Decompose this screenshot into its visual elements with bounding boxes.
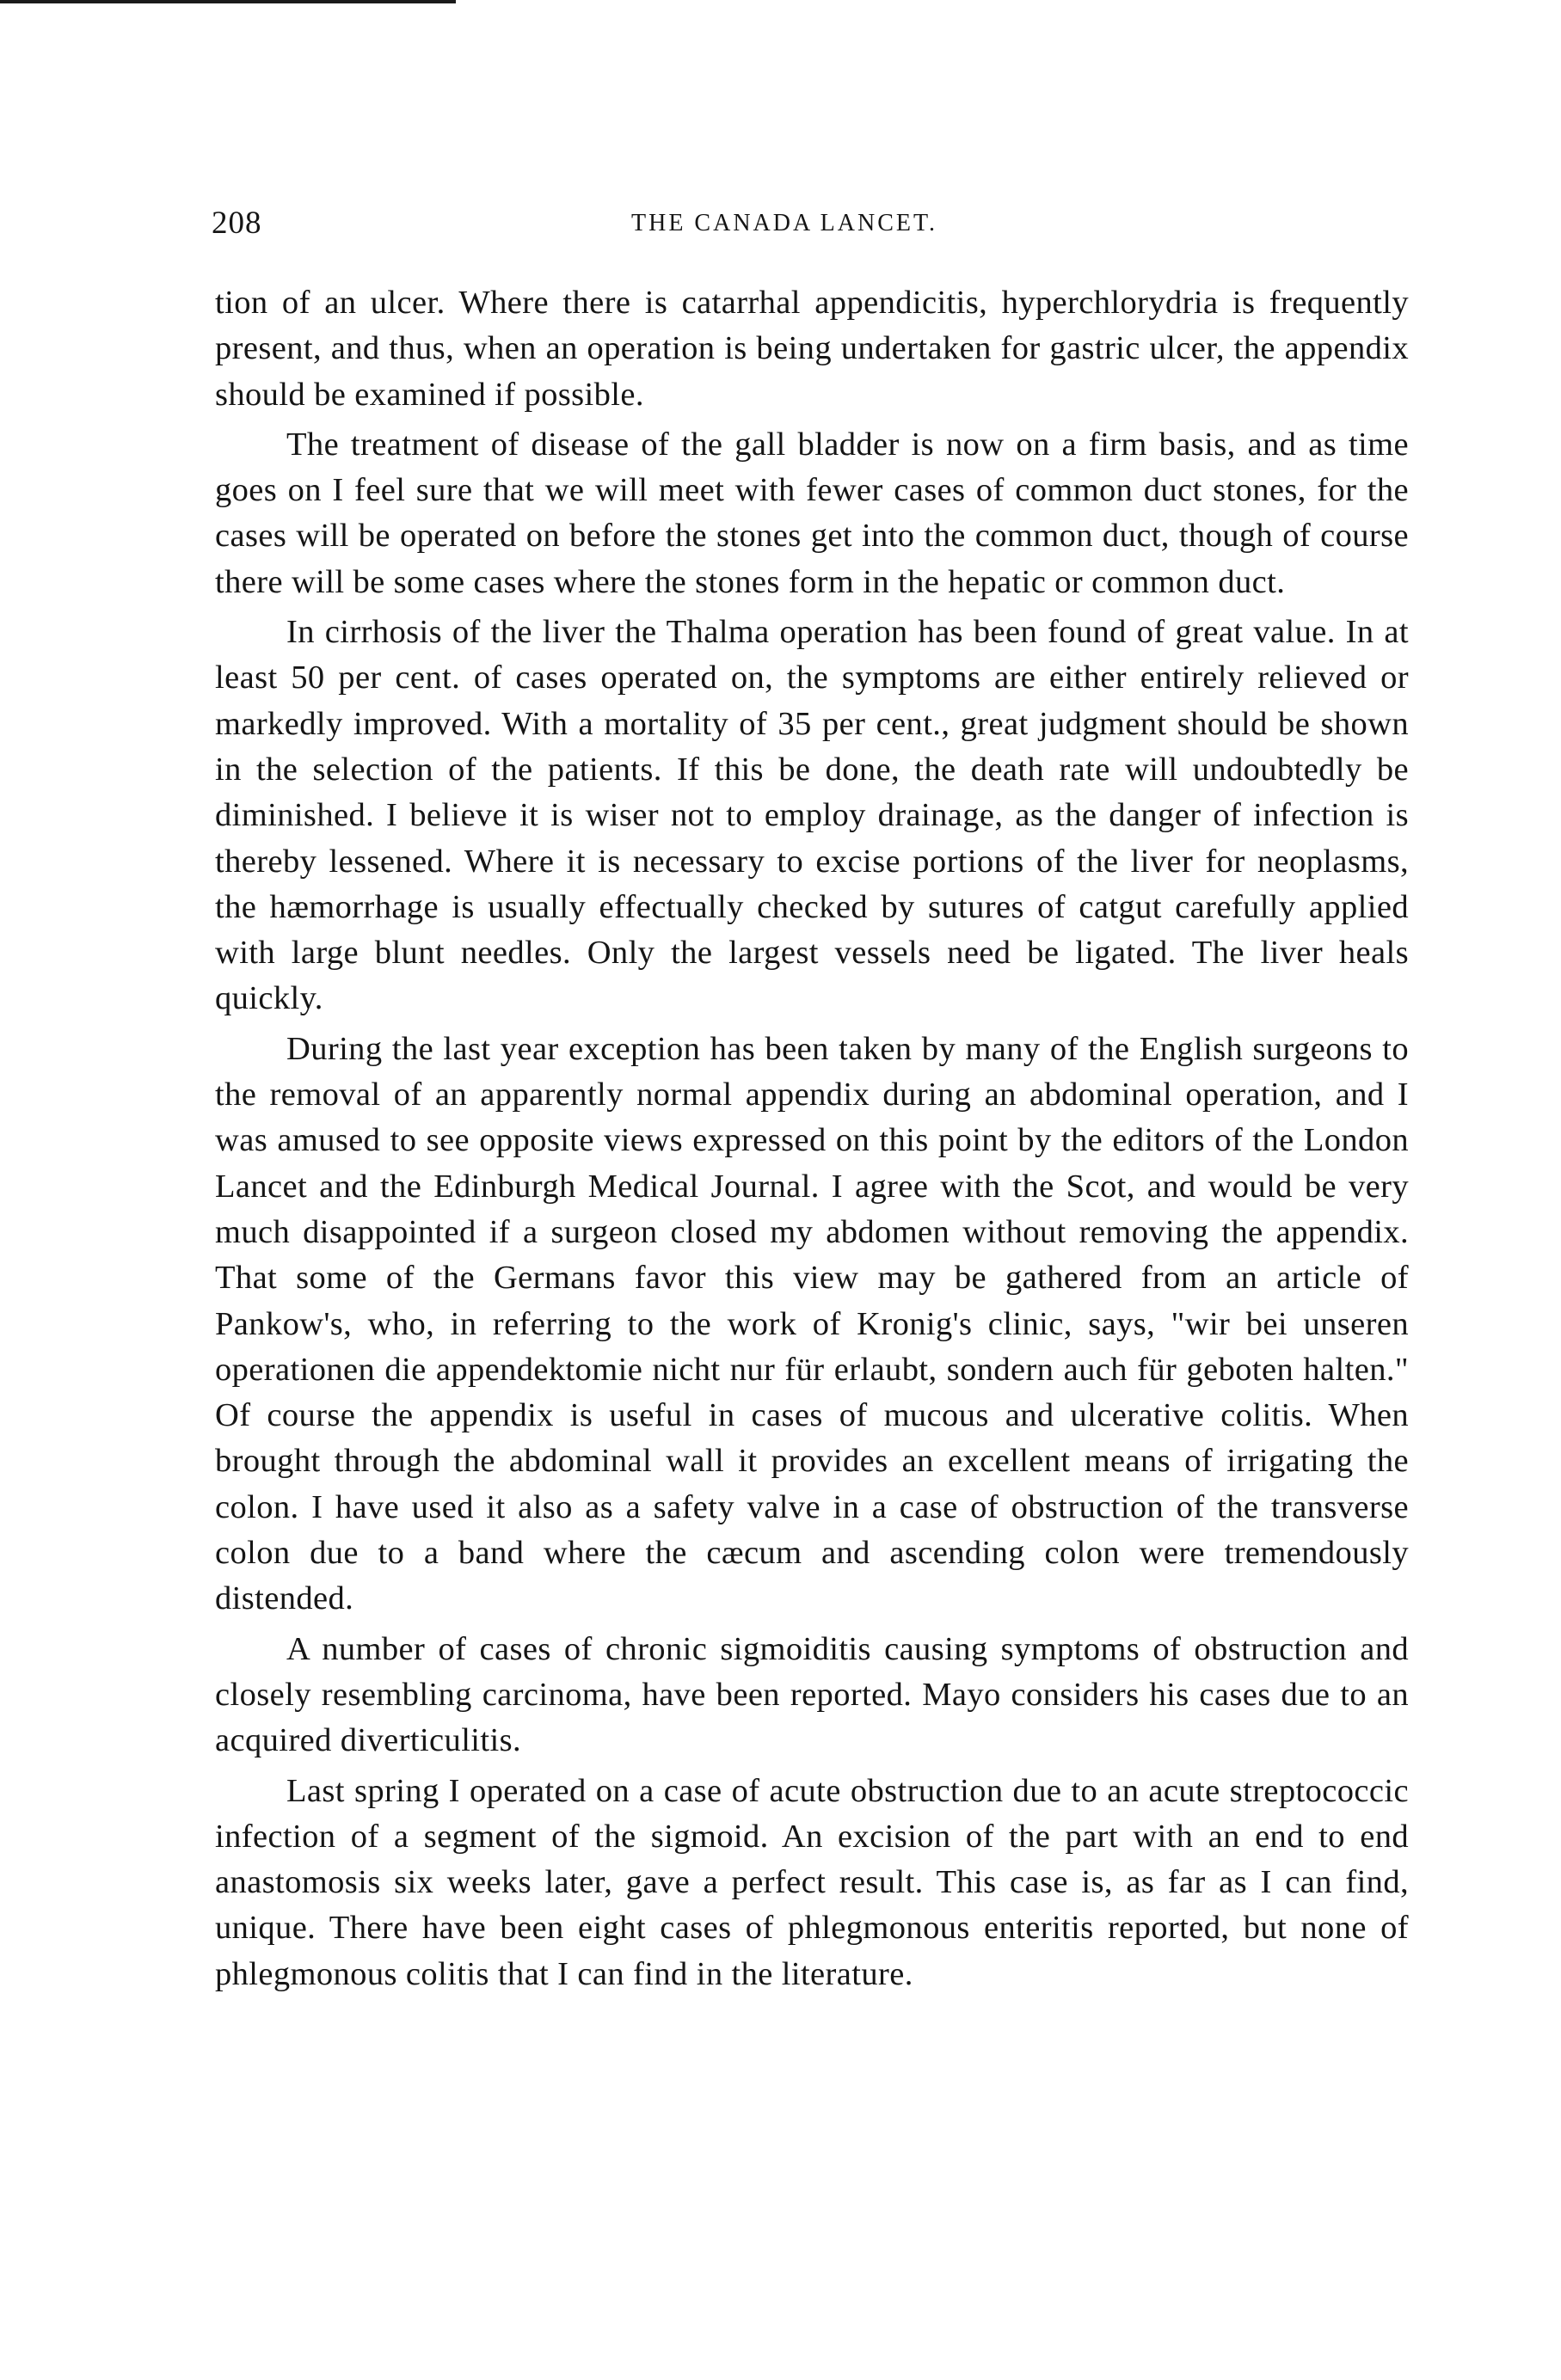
top-scan-rule [0, 0, 456, 3]
paragraph-gall-bladder: The treatment of disease of the gall bladder is now on a firm basis, and as time goes on I feel sure that we will meet with fewer cases of common duct stones, for the cases will be operated on before the stones get into the common duct, though of course there will be some cases where the stones form in the hepatic or common duct. [215, 426, 1409, 600]
article-body [215, 280, 1409, 1997]
page-number: 208 [212, 205, 262, 241]
paragraph-appendix: During the last year exception has been taken by many of the English surgeons to the removal of an apparently normal appendix during an abdominal operation, and I was amused to see opposite views expressed on this point by the editors of the London Lancet and the Edinburgh Medical Journal. I agree with the Scot, and would be very much disappointed if a surgeon closed my abdomen without removing the appendix. That some of the Germans favor this view may be gathered from an article of Pankow's, who, in referring to the work of Kronig's clinic, says, "wir bei unseren operationen die appendektomie nicht nur für erlaubt, sondern auch für geboten halten." Of course the appendix is useful in cases of mucous and ulcerative colitis. When brought through the abdominal wall it provides an excellent means of irrigating the colon. I have used it also as a safety valve in a case of obstruction of the transverse colon due to a band where the cæcum and ascending colon were tremendously distended. [215, 1030, 1409, 1617]
paragraph-sigmoiditis: A number of cases of chronic sigmoiditis causing symptoms of obstruction and closely resembling carcinoma, have been reported. Mayo considers his cases due to an acquired diverticulitis. [215, 1630, 1409, 1759]
paragraph-continued: tion of an ulcer. Where there is catarrhal appendicitis, hyperchlorydria is frequently present, and thus, when an operation is being undertaken for gastric ulcer, the appendix should be examined if possible. [215, 285, 1409, 413]
paragraph-cirrhosis: In cirrhosis of the liver the Thalma operation has been found of great value. In at least 50 per cent. of cases operated on, the symptoms are either entirely relieved or markedly improved. With a mortality of 35 per cent., great judgment should be shown in the selection of the patients. If this be done, the death rate will undoubtedly be diminished. I believe it is wiser not to employ drainage, as the danger of infection is thereby lessened. Where it is necessary to excise portions of the liver for neoplasms, the hæmorrhage is usually effectually checked by sutures of catgut carefully applied with large blunt needles. Only the largest vessels need be ligated. The liver heals quickly. [215, 614, 1409, 1017]
paragraph-streptococcic: Last spring I operated on a case of acute obstruction due to an acute streptococcic infection of a segment of the sigmoid. An excision of the part with an end to end anastomosis six weeks later, gave a perfect result. This case is, as far as I can find, unique. There have been eight cases of phlegmonous enteritis reported, but none of phlegmonous colitis that I can find in the literature. [215, 1772, 1409, 1992]
page-header [212, 205, 1416, 248]
running-title: THE CANADA LANCET. [631, 210, 938, 236]
